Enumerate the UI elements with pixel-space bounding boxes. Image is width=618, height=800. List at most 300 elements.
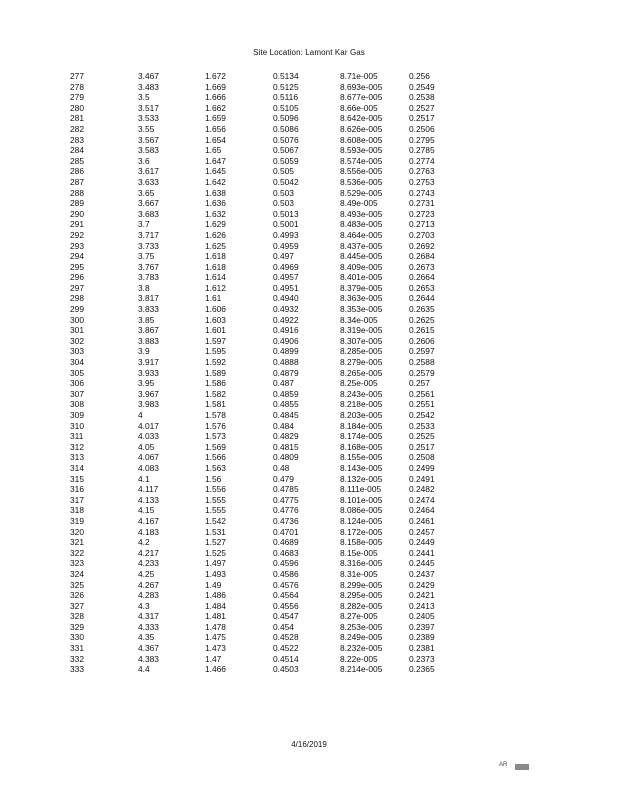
table-cell: 3.533 [138,113,159,124]
table-row [0,346,618,357]
table-cell: 328 [70,611,84,622]
table-cell: 8.556e-005 [340,166,383,177]
table-row [0,601,618,612]
table-cell: 1.625 [205,240,226,251]
table-cell: 0.4522 [273,643,299,654]
data-table [0,71,618,675]
table-cell: 0.2533 [409,420,435,431]
table-cell: 8.49e-005 [340,198,378,209]
table-cell: 1.618 [205,261,226,272]
table-cell: 0.4916 [273,325,299,336]
table-cell: 8.379e-005 [340,282,383,293]
table-cell: 295 [70,261,84,272]
table-row [0,452,618,463]
table-cell: 4 [138,410,143,420]
table-cell: 4.167 [138,515,159,526]
table-row [0,410,618,421]
table-cell: 1.614 [205,272,226,283]
table-cell: 0.503 [273,198,294,209]
table-cell: 4.25 [138,568,155,579]
table-cell: 1.61 [205,293,222,304]
table-row [0,145,618,156]
table-cell: 297 [70,282,84,293]
table-cell: 0.2588 [409,357,435,368]
table-cell: 8.203e-005 [340,410,383,420]
table-cell: 0.2795 [409,134,435,145]
table-cell: 330 [70,632,84,643]
table-cell: 324 [70,568,84,579]
table-cell: 1.647 [205,155,226,166]
table-row [0,198,618,209]
table-cell: 4.117 [138,484,159,495]
table-cell: 8.493e-005 [340,208,383,219]
table-cell: 0.4683 [273,547,299,558]
table-cell: 4.283 [138,590,159,601]
table-cell: 1.662 [205,102,226,113]
table-cell: 8.155e-005 [340,452,383,463]
table-cell: 8.27e-005 [340,611,378,622]
table-cell: 3.833 [138,304,159,315]
table-cell: 0.2491 [409,473,435,484]
table-cell: 293 [70,240,84,251]
table-cell: 1.595 [205,346,226,357]
table-cell: 8.529e-005 [340,187,383,198]
table-cell: 0.484 [273,420,294,431]
table-cell: 1.666 [205,92,226,103]
table-row [0,251,618,262]
table-cell: 0.2713 [409,219,435,230]
table-cell: 1.592 [205,357,226,368]
table-cell: 1.473 [205,643,226,654]
table-cell: 8.693e-005 [340,81,383,92]
table-cell: 0.4776 [273,505,299,516]
table-cell: 304 [70,357,84,368]
table-row [0,463,618,474]
table-cell: 0.4959 [273,240,299,251]
table-cell: 1.618 [205,251,226,262]
table-cell: 1.566 [205,452,226,463]
table-cell: 3.517 [138,102,159,113]
table-cell: 1.525 [205,547,226,558]
table-cell: 278 [70,81,84,92]
table-row [0,474,618,485]
table-cell: 0.4879 [273,367,299,378]
table-cell: 0.4596 [273,558,299,569]
table-cell: 301 [70,325,84,336]
table-cell: 8.174e-005 [340,431,383,442]
table-cell: 0.5042 [273,176,299,187]
table-cell: 0.5013 [273,208,299,219]
table-row [0,336,618,347]
table-cell: 292 [70,229,84,240]
table-cell: 3.683 [138,208,159,219]
table-cell: 0.5134 [273,71,299,81]
table-row [0,230,618,241]
table-cell: 303 [70,346,84,357]
table-cell: 8.168e-005 [340,441,383,452]
table-cell: 0.2482 [409,484,435,495]
table-cell: 0.2517 [409,113,435,124]
table-row [0,484,618,495]
table-cell: 0.2445 [409,558,435,569]
table-cell: 0.4556 [273,600,299,611]
table-cell: 0.4528 [273,632,299,643]
table-cell: 8.295e-005 [340,590,383,601]
table-cell: 316 [70,484,84,495]
table-cell: 8.243e-005 [340,388,383,399]
table-cell: 3.617 [138,166,159,177]
table-row [0,548,618,559]
table-cell: 8.285e-005 [340,346,383,357]
table-cell: 4.017 [138,420,159,431]
table-cell: 8.22e-005 [340,653,378,664]
table-cell: 0.2365 [409,664,435,675]
table-row [0,71,618,82]
table-cell: 0.4503 [273,664,299,675]
table-cell: 1.601 [205,325,226,336]
table-cell: 329 [70,621,84,632]
table-cell: 3.483 [138,81,159,92]
table-cell: 8.282e-005 [340,600,383,611]
table-cell: 307 [70,388,84,399]
table-cell: 286 [70,166,84,177]
table-row [0,156,618,167]
table-row [0,82,618,93]
table-cell: 285 [70,155,84,166]
table-cell: 1.497 [205,558,226,569]
table-cell: 4.217 [138,547,159,558]
table-cell: 320 [70,526,84,537]
table-cell: 8.316e-005 [340,558,383,569]
table-cell: 0.2429 [409,579,435,590]
table-cell: 1.589 [205,367,226,378]
table-cell: 0.4951 [273,282,299,293]
table-cell: 1.486 [205,590,226,601]
table-cell: 0.4576 [273,579,299,590]
table-cell: 1.626 [205,229,226,240]
table-cell: 0.2449 [409,537,435,548]
table-row [0,389,618,400]
table-row [0,315,618,326]
table-cell: 8.249e-005 [340,632,383,643]
table-cell: 0.4547 [273,611,299,622]
table-row [0,495,618,506]
table-cell: 3.5 [138,92,150,103]
table-cell: 0.4815 [273,441,299,452]
table-cell: 0.2635 [409,304,435,315]
table-cell: 1.578 [205,410,226,420]
table-cell: 0.2561 [409,388,435,399]
table-cell: 0.4775 [273,494,299,505]
table-cell: 0.4940 [273,293,299,304]
table-cell: 1.573 [205,431,226,442]
table-cell: 4.083 [138,462,159,473]
table-cell: 311 [70,431,84,442]
table-cell: 3.867 [138,325,159,336]
table-cell: 0.2774 [409,155,435,166]
table-cell: 294 [70,251,84,262]
table-cell: 4.367 [138,643,159,654]
table-cell: 0.5105 [273,102,299,113]
table-cell: 332 [70,653,84,664]
table-cell: 3.6 [138,155,150,166]
table-cell: 0.5096 [273,113,299,124]
table-cell: 8.132e-005 [340,473,383,484]
table-cell: 0.48 [273,462,290,473]
table-cell: 280 [70,102,84,113]
table-cell: 0.4736 [273,515,299,526]
table-cell: 0.5125 [273,81,299,92]
table-row [0,421,618,432]
table-cell: 8.66e-005 [340,102,378,113]
table-cell: 322 [70,547,84,558]
table-cell: 8.101e-005 [340,494,383,505]
table-cell: 0.5086 [273,123,299,134]
table-cell: 0.2579 [409,367,435,378]
table-cell: 319 [70,515,84,526]
table-cell: 3.733 [138,240,159,251]
table-cell: 8.218e-005 [340,399,383,410]
table-cell: 1.531 [205,526,226,537]
table-row [0,283,618,294]
table-cell: 290 [70,208,84,219]
stamp-mark [515,764,529,770]
table-cell: 0.4514 [273,653,299,664]
table-cell: 1.556 [205,484,226,495]
table-cell: 4.05 [138,441,155,452]
table-cell: 0.2664 [409,272,435,283]
table-cell: 8.158e-005 [340,537,383,548]
table-cell: 0.2525 [409,431,435,442]
table-cell: 296 [70,272,84,283]
table-cell: 3.467 [138,71,159,81]
table-row [0,590,618,601]
table-cell: 1.475 [205,632,226,643]
table-row [0,103,618,114]
table-cell: 0.2743 [409,187,435,198]
table-cell: 8.608e-005 [340,134,383,145]
table-cell: 8.626e-005 [340,123,383,134]
table-cell: 0.2405 [409,611,435,622]
table-cell: 0.4859 [273,388,299,399]
table-cell: 8.172e-005 [340,526,383,537]
table-row [0,516,618,527]
table-cell: 0.2506 [409,123,435,134]
table-cell: 287 [70,176,84,187]
table-cell: 4.2 [138,537,150,548]
table-cell: 0.2437 [409,568,435,579]
table-cell: 0.5001 [273,219,299,230]
table-cell: 0.454 [273,621,294,632]
table-cell: 0.479 [273,473,294,484]
table-cell: 0.2653 [409,282,435,293]
table-cell: 4.15 [138,505,155,516]
table-cell: 8.353e-005 [340,304,383,315]
table-cell: 323 [70,558,84,569]
table-cell: 289 [70,198,84,209]
table-cell: 0.487 [273,378,294,389]
table-row [0,569,618,580]
table-cell: 326 [70,590,84,601]
table-cell: 3.967 [138,388,159,399]
table-row [0,622,618,633]
table-cell: 4.3 [138,600,150,611]
table-cell: 0.2457 [409,526,435,537]
table-cell: 8.31e-005 [340,568,378,579]
table-cell: 8.642e-005 [340,113,383,124]
table-cell: 0.4829 [273,431,299,442]
table-cell: 0.2606 [409,335,435,346]
table-cell: 3.95 [138,378,155,389]
table-cell: 8.464e-005 [340,229,383,240]
table-cell: 0.2389 [409,632,435,643]
table-cell: 8.111e-005 [340,484,382,495]
table-cell: 0.2644 [409,293,435,304]
table-cell: 1.576 [205,420,226,431]
table-cell: 8.143e-005 [340,462,383,473]
table-cell: 277 [70,71,84,81]
table-cell: 0.2508 [409,452,435,463]
table-row [0,505,618,516]
table-cell: 1.669 [205,81,226,92]
table-cell: 1.638 [205,187,226,198]
table-cell: 3.7 [138,219,150,230]
table-cell: 8.401e-005 [340,272,383,283]
table-cell: 1.581 [205,399,226,410]
footer-date: 4/16/2019 [291,740,327,749]
table-cell: 299 [70,304,84,315]
table-cell: 0.2551 [409,399,435,410]
table-cell: 315 [70,473,84,484]
table-cell: 0.4922 [273,314,299,325]
table-cell: 302 [70,335,84,346]
table-cell: 8.363e-005 [340,293,383,304]
table-cell: 300 [70,314,84,325]
table-cell: 0.4785 [273,484,299,495]
table-cell: 331 [70,643,84,654]
table-cell: 0.503 [273,187,294,198]
table-cell: 283 [70,134,84,145]
table-row [0,643,618,654]
table-cell: 0.4845 [273,410,299,420]
table-cell: 8.71e-005 [340,71,378,81]
table-cell: 0.5067 [273,145,299,156]
table-cell: 4.383 [138,653,159,664]
table-cell: 3.783 [138,272,159,283]
table-row [0,558,618,569]
table-cell: 0.2673 [409,261,435,272]
table-cell: 1.555 [205,505,226,516]
table-row [0,166,618,177]
table-cell: 8.184e-005 [340,420,383,431]
table-row [0,537,618,548]
table-row [0,580,618,591]
table-cell: 0.2474 [409,494,435,505]
table-cell: 282 [70,123,84,134]
table-cell: 1.612 [205,282,226,293]
table-row [0,442,618,453]
table-cell: 0.2731 [409,198,435,209]
table-cell: 4.317 [138,611,159,622]
table-cell: 8.086e-005 [340,505,383,516]
table-cell: 313 [70,452,84,463]
table-cell: 309 [70,410,84,420]
table-cell: 3.55 [138,123,155,134]
table-cell: 1.586 [205,378,226,389]
table-row [0,293,618,304]
table-cell: 8.536e-005 [340,176,383,187]
table-cell: 3.8 [138,282,150,293]
table-cell: 4.183 [138,526,159,537]
table-cell: 317 [70,494,84,505]
table-cell: 0.2373 [409,653,435,664]
table-cell: 4.233 [138,558,159,569]
table-cell: 0.256 [409,71,430,81]
table-cell: 1.654 [205,134,226,145]
table-cell: 308 [70,399,84,410]
table-cell: 0.2703 [409,229,435,240]
table-cell: 0.4932 [273,304,299,315]
table-cell: 1.542 [205,515,226,526]
table-cell: 1.481 [205,611,226,622]
table-cell: 1.582 [205,388,226,399]
table-cell: 298 [70,293,84,304]
table-row [0,399,618,410]
table-row [0,611,618,622]
table-cell: 1.484 [205,600,226,611]
table-cell: 0.4957 [273,272,299,283]
table-cell: 0.2441 [409,547,435,558]
table-row [0,664,618,675]
table-cell: 8.677e-005 [340,92,383,103]
table-cell: 3.717 [138,229,159,240]
table-cell: 306 [70,378,84,389]
table-row [0,209,618,220]
table-cell: 0.2421 [409,590,435,601]
table-cell: 3.667 [138,198,159,209]
table-cell: 312 [70,441,84,452]
table-cell: 8.593e-005 [340,145,383,156]
table-cell: 4.4 [138,664,150,675]
table-cell: 8.253e-005 [340,621,383,632]
table-cell: 0.2597 [409,346,435,357]
table-cell: 8.437e-005 [340,240,383,251]
table-cell: 3.567 [138,134,159,145]
table-row [0,654,618,665]
table-cell: 1.642 [205,176,226,187]
table-cell: 3.75 [138,251,155,262]
table-cell: 1.632 [205,208,226,219]
table-cell: 1.47 [205,653,222,664]
table-cell: 3.983 [138,399,159,410]
table-cell: 1.597 [205,335,226,346]
table-row [0,378,618,389]
table-cell: 1.659 [205,113,226,124]
table-cell: 0.2549 [409,81,435,92]
table-cell: 0.2723 [409,208,435,219]
table-cell: 0.2527 [409,102,435,113]
table-cell: 281 [70,113,84,124]
table-cell: 305 [70,367,84,378]
table-cell: 0.4586 [273,568,299,579]
table-cell: 4.133 [138,494,159,505]
table-row [0,632,618,643]
table-cell: 0.4888 [273,357,299,368]
table-cell: 4.35 [138,632,155,643]
table-cell: 1.466 [205,664,226,675]
table-row [0,262,618,273]
table-cell: 8.25e-005 [340,378,378,389]
